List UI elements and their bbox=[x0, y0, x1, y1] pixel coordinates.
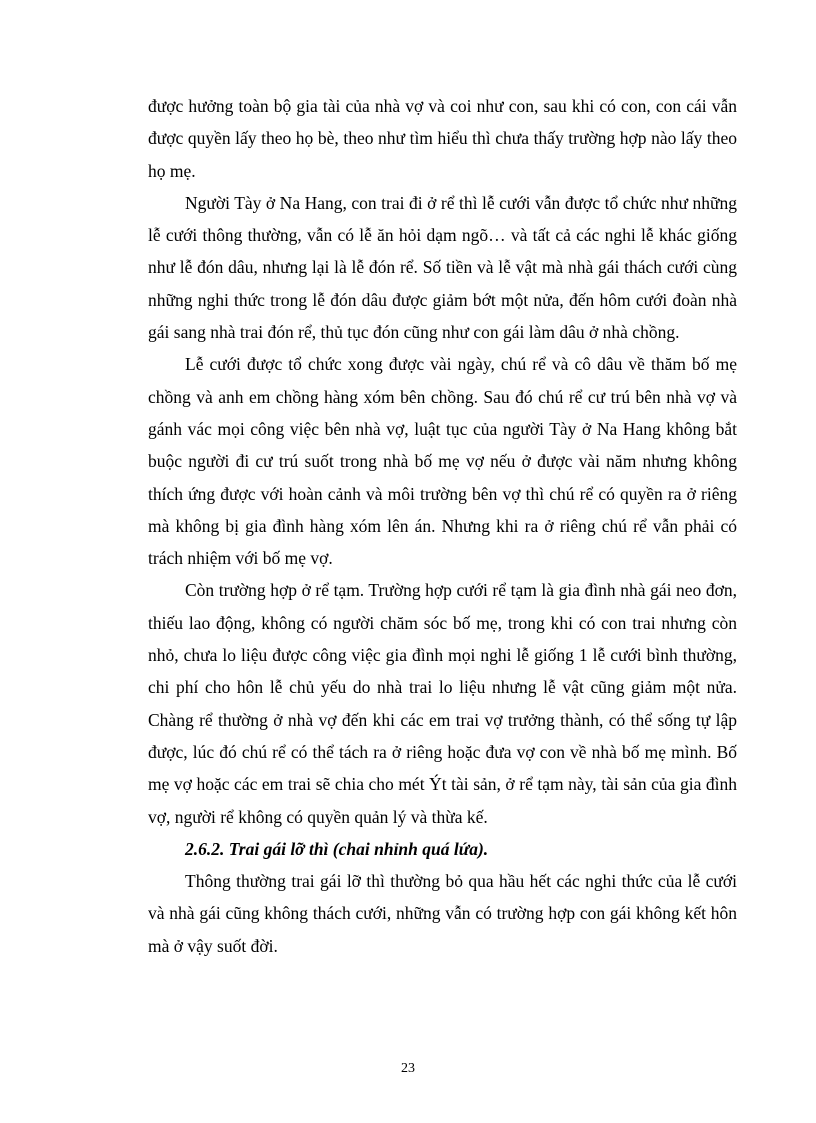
page-number: 23 bbox=[401, 1061, 415, 1076]
paragraph-wedding-customs: Người Tày ở Na Hang, con trai đi ở rể thì lễ cưới vẫn được tổ chức như những lễ cưới thông thường, vẫn có lễ ăn hỏi dạm ngõ… và tất cả các nghi lễ khác giống như lễ đón dâu, nhưng lại là lễ đón rể. Số tiền và lễ vật mà nhà gái thách cưới cùng những nghi thức trong lễ đón dâu được giảm bớt một nửa, đến hôm cưới đoàn nhà gái sang nhà trai đón rể, thủ tục đón cũng như con gái làm dâu ở nhà chồng. bbox=[148, 192, 737, 343]
paragraph-after-wedding: Lễ cưới được tổ chức xong được vài ngày, chú rể và cô dâu về thăm bố mẹ chồng và anh em chồng hàng xóm bên chồng. Sau đó chú rể cư trú bên nhà vợ và gánh vác mọi công việc bên nhà vợ, luật tục của người Tày ở Na Hang không bắt buộc người đi cư trú suốt trong nhà bố mẹ vợ nếu ở được vài năm nhưng không thích ứng được với hoàn cảnh và môi trường bên vợ thì chú rể có quyền ra ở riêng mà không bị gia đình hàng xóm lên án. Nhưng khi ra ở riêng chú rể vẫn phải có trách nhiệm với bố mẹ vợ. bbox=[148, 354, 737, 569]
section-heading: 2.6.2. Trai gái lỡ thì (chai nhỉnh quá lứa). bbox=[185, 838, 489, 859]
paragraph-continued: được hưởng toàn bộ gia tài của nhà vợ và coi như con, sau khi có con, con cái vẫn được quyền lấy theo họ bè, theo như tìm hiểu thì chưa thấy trường hợp nào lấy theo họ mẹ. bbox=[148, 96, 737, 181]
page-body bbox=[148, 90, 737, 962]
paragraph-temporary-groom: Còn trường hợp ở rể tạm. Trường hợp cưới rể tạm là gia đình nhà gái neo đơn, thiếu lao động, không có người chăm sóc bố mẹ, trong khi có con trai nhưng còn nhỏ, chưa lo liệu được công việc gia đình mọi nghi lễ giống 1 lễ cưới bình thường, chi phí cho hôn lễ chủ yếu do nhà trai lo liệu nhưng lễ vật cũng giảm một nửa. Chàng rể thường ở nhà vợ đến khi các em trai vợ trưởng thành, có thể sống tự lập được, lúc đó chú rể có thể tách ra ở riêng hoặc đưa vợ con về nhà bố mẹ mình. Bố mẹ vợ hoặc các em trai sẽ chia cho mét Ýt tài sản, ở rể tạm này, tài sản của gia đình vợ, người rể không có quyền quản lý và thừa kế. bbox=[148, 580, 737, 827]
paragraph-late-marriage: Thông thường trai gái lỡ thì thường bỏ qua hầu hết các nghi thức của lễ cưới và nhà gái cũng không thách cưới, những vẫn có trường hợp con gái không kết hôn mà ở vậy suốt đời. bbox=[148, 871, 737, 956]
